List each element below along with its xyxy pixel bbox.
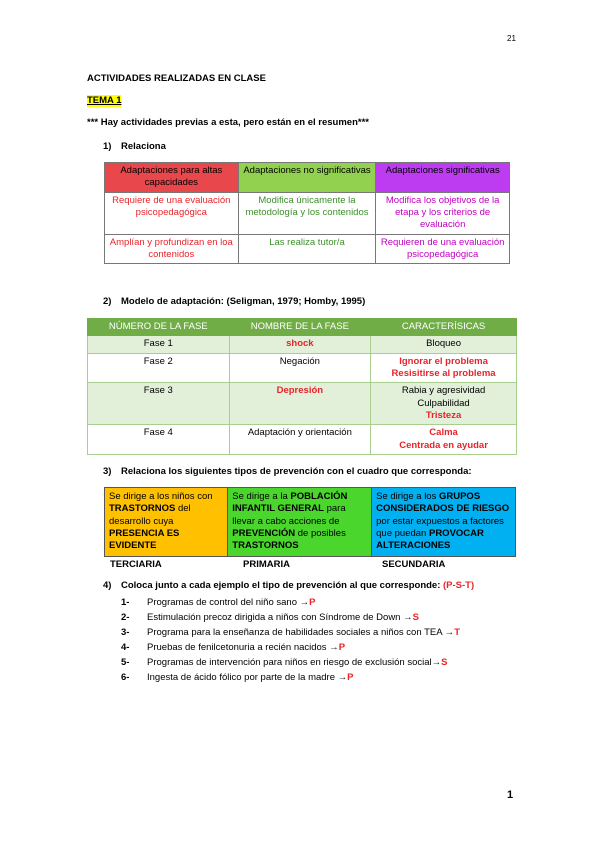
primaria-box: Se dirige a la POBLACIÓN INFANTIL GENERAL para llevar a cabo acciones de PREVENCIÓN de posibles TRASTORNOS	[228, 488, 372, 557]
caracteristica: Resisitirse al problema	[391, 368, 496, 380]
fase-cell: Fase 3	[88, 383, 230, 425]
fase-cell: Fase 1	[88, 336, 230, 353]
header-cell: NÚMERO DE LA FASE	[88, 319, 230, 336]
q2-title: Modelo de adaptación: (Seligman, 1979; Homby, 1995)	[121, 296, 366, 307]
q3-title: Relaciona los siguientes tipos de prevención con el cuadro que corresponda:	[121, 466, 472, 477]
q3-number: 3)	[103, 466, 112, 477]
table-cell: Requiere de una evaluación psicopedagógica	[105, 192, 239, 234]
caracteristica: Culpabilidad	[417, 397, 470, 409]
nombre-cell: Adaptación y orientación	[229, 425, 371, 455]
label-primaria: PRIMARIA	[243, 559, 290, 570]
table-row	[105, 488, 516, 557]
q4-title: Coloca junto a cada ejemplo el tipo de prevención al que corresponde: (P-S-T)	[121, 580, 475, 591]
table-row	[88, 353, 517, 383]
header-cell: CARACTERÍSICAS	[371, 319, 517, 336]
page-heading: ACTIVIDADES REALIZADAS EN CLASE	[87, 73, 266, 84]
label-secundaria: SECUNDARIA	[382, 559, 446, 570]
caracteristica: Bloqueo	[426, 338, 461, 350]
table-cell: Requieren de una evaluación psicopedagógica	[376, 234, 510, 264]
modelo-adaptacion-table	[87, 318, 517, 455]
table-cell: Las realiza tutor/a	[238, 234, 376, 264]
q2-number: 2)	[103, 296, 112, 307]
page-number-bottom: 1	[507, 789, 514, 801]
table-row	[88, 425, 517, 455]
caracteristicas-cell	[371, 353, 517, 383]
nombre-cell: Negación	[229, 353, 371, 383]
fase-cell: Fase 4	[88, 425, 230, 455]
list-item: 2- Estimulación precoz dirigida a niños con Síndrome de Down → S	[121, 612, 419, 623]
table-row	[88, 336, 517, 353]
header-cell: Adaptaciones para altas capacidades	[105, 163, 239, 193]
table-cell: Amplían y profundizan en loa contenidos	[105, 234, 239, 264]
secundaria-box: Se dirige a los GRUPOS CONSIDERADOS DE RIESGO por estar expuestos a factores que puedan PROVOCAR ALTERACIONES	[372, 488, 516, 557]
header-cell: Adaptaciones no significativas	[238, 163, 376, 193]
table-row	[105, 192, 510, 234]
caracteristica: Centrada en ayudar	[399, 439, 488, 451]
table-header-row	[105, 163, 510, 193]
nombre-cell: Depresión	[229, 383, 371, 425]
q4-key: (P-S-T)	[443, 580, 475, 591]
caracteristicas-cell	[371, 383, 517, 425]
table-cell: Modifica únicamente la metodología y los contenidos	[238, 192, 376, 234]
page-number-top: 21	[507, 34, 516, 43]
table-row	[88, 383, 517, 425]
terciaria-box: Se dirige a los niños con TRASTORNOS del desarrollo cuya PRESENCIA ES EVIDENTE	[105, 488, 228, 557]
table-cell: Modifica los objetivos de la etapa y los criterios de evaluación	[376, 192, 510, 234]
caracteristicas-cell	[371, 425, 517, 455]
adaptaciones-table	[104, 162, 510, 264]
q1-title: Relaciona	[121, 141, 166, 152]
caracteristica: Calma	[429, 427, 458, 439]
table-row	[105, 234, 510, 264]
q4-number: 4)	[103, 580, 112, 591]
caracteristica: Tristeza	[425, 410, 462, 422]
list-item: 4- Pruebas de fenilcetonuria a recién nacidos → P	[121, 642, 346, 653]
list-item: 3- Programa para la enseñanza de habilidades sociales a niños con TEA → T	[121, 627, 460, 638]
prevencion-table	[104, 487, 516, 557]
fase-cell: Fase 2	[88, 353, 230, 383]
table-header-row	[88, 319, 517, 336]
list-item: 5- Programas de intervención para niños en riesgo de exclusión social→ S	[121, 657, 448, 668]
examples-list	[121, 595, 460, 685]
header-cell: NOMBRE DE LA FASE	[229, 319, 371, 336]
note-text: *** Hay actividades previas a esta, pero están en el resumen***	[87, 117, 369, 128]
label-terciaria: TERCIARIA	[110, 559, 162, 570]
list-item: 6- Ingesta de ácido fólico por parte de la madre → P	[121, 672, 354, 683]
nombre-cell: shock	[229, 336, 371, 353]
caracteristica: Rabia y agresividad	[401, 385, 486, 397]
q1-number: 1)	[103, 141, 112, 152]
header-cell: Adaptaciones significativas	[376, 163, 510, 193]
list-item: 1- Programas de control del niño sano → P	[121, 597, 316, 608]
caracteristicas-cell	[371, 336, 517, 353]
tema-title: TEMA 1	[87, 95, 122, 106]
caracteristica: Ignorar el problema	[399, 355, 488, 367]
